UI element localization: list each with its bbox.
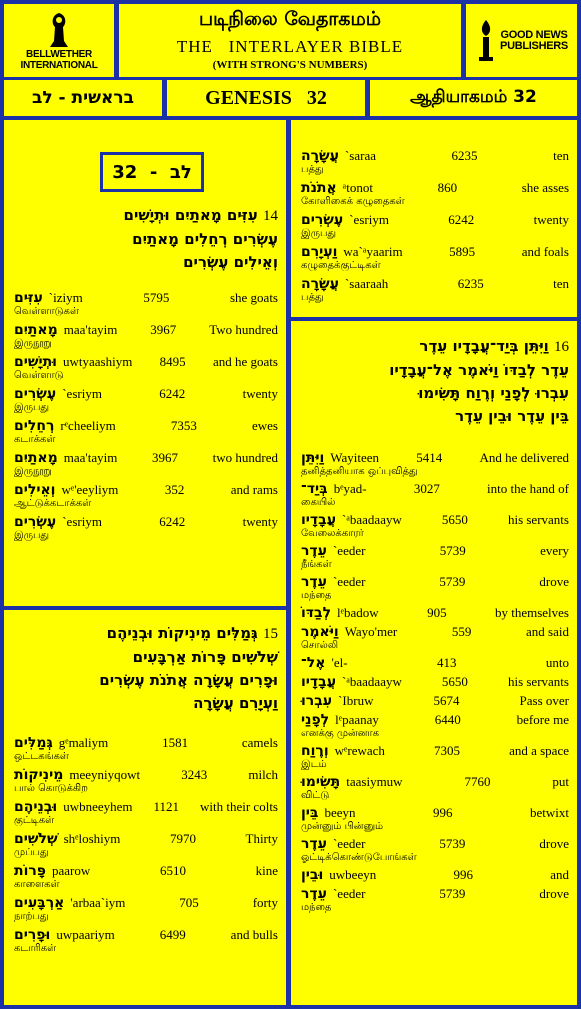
hebrew-word: עֶשְׂרִים — [14, 514, 57, 530]
hebrew-word: אֶל־ — [301, 655, 326, 671]
verse-line: בֵּין עֵדֶר וּבֵין עֵדֶר — [455, 407, 569, 425]
hebrew-word: תָּשִׂימוּ — [301, 774, 341, 790]
transliteration: maa'tayim — [63, 322, 118, 337]
strongs-number: 1121 — [153, 799, 180, 814]
strongs-number: 8495 — [159, 354, 186, 369]
hebrew-word: וַעְיָרִם — [301, 244, 338, 260]
word-entry — [301, 481, 569, 509]
transliteration: lᵉbadow — [337, 605, 379, 620]
verse-line: גְּמַלִּים מֵינִיקוֹת וּבְנֵיהֶם — [106, 624, 258, 642]
tamil-gloss: முன்னும் பின்னும் — [301, 821, 384, 832]
verse-15-entries — [14, 735, 278, 955]
hebrew-word: מָאתַיִם — [14, 322, 58, 338]
verse-15-text — [14, 622, 278, 715]
word-entry — [301, 674, 569, 690]
tamil-gloss: வெள்ளாடு — [14, 370, 64, 381]
strongs-number: 559 — [451, 624, 472, 639]
verse-line: שְׁלֹשִׁים פָּרוֹת אַרְבָּעִים — [132, 648, 278, 666]
strongs-number: 3027 — [413, 481, 440, 496]
transliteration: `eeder — [332, 886, 366, 901]
hebrew-word: בֵּין — [301, 805, 319, 821]
word-entry — [301, 574, 569, 602]
tamil-gloss: இருநூறு — [14, 466, 52, 477]
transliteration: Wayiteen — [330, 450, 380, 465]
english-gloss: by themselves — [494, 605, 569, 620]
english-gloss: drove — [539, 886, 569, 901]
hebrew-word: לְפָנַי — [301, 712, 330, 728]
verse-16-entries — [301, 450, 569, 914]
transliteration: `esriym — [62, 514, 102, 529]
strongs-number: 3243 — [181, 767, 208, 782]
verse-number: 15 — [263, 626, 278, 642]
transliteration: uwbneeyhem — [63, 799, 133, 814]
hebrew-word: עֵדֶר — [301, 543, 327, 559]
strongs-number: 6242 — [448, 212, 475, 227]
word-entry — [14, 290, 278, 318]
good-news-logo-line1: GOOD NEWS — [500, 28, 568, 41]
word-entry — [14, 735, 278, 763]
strongs-number: 6235 — [457, 276, 484, 291]
tamil-gloss: நீங்கள் — [301, 559, 332, 570]
hebrew-word: עֲבָדָיו — [301, 674, 336, 690]
bellwether-logo-line1: BELLWETHER — [26, 48, 92, 60]
hebrew-word: וַיֹּאמֶר — [301, 624, 339, 640]
word-entry — [14, 418, 278, 446]
strongs-number: 6440 — [434, 712, 461, 727]
tamil-gloss: முப்பது — [14, 847, 49, 858]
title-block — [119, 4, 461, 77]
strongs-number: 3967 — [150, 322, 177, 337]
good-news-logo-line2: PUBLISHERS — [500, 39, 568, 52]
word-entry — [14, 514, 278, 542]
english-gloss: drove — [539, 836, 569, 851]
strongs-number: 7970 — [169, 831, 196, 846]
verse-line: וּפָרִים עֲשָׂרָה אֲתֹנֹת עֶשְׂרִים — [99, 671, 278, 689]
english-gloss: she goats — [229, 290, 278, 305]
tamil-book-label: ஆதியாகமம் 32 — [370, 80, 577, 116]
english-gloss: and bulls — [230, 927, 278, 942]
word-entry — [301, 693, 569, 709]
transliteration: wᵉ'eeyliym — [61, 482, 119, 497]
hebrew-word: וּבֵין — [301, 867, 324, 883]
english-gloss: his servants — [507, 674, 569, 689]
tamil-gloss: ஆட்டுக்கடாக்கள் — [14, 498, 92, 509]
transliteration: rᵉcheeliym — [60, 418, 116, 433]
tamil-gloss: பால் கொடுக்கிற — [14, 783, 88, 794]
hebrew-word: גְּמַלִּים — [14, 735, 53, 751]
english-gloss: into the hand of — [487, 481, 569, 496]
english-gloss: kine — [255, 863, 278, 878]
english-gloss: she asses — [521, 180, 569, 195]
strongs-number: 5650 — [441, 512, 468, 527]
strongs-number: 705 — [179, 895, 199, 910]
transliteration: wa`ᵃyaarim — [343, 244, 403, 259]
transliteration: uwtyaashiym — [62, 354, 133, 369]
verse-line: עֵדֶר לְבַדּוֹ וַיֹּאמֶר אֶל־עֲבָדָיו — [389, 361, 569, 379]
hebrew-word: וְאֵילִים — [14, 482, 56, 498]
english-gloss: camels — [241, 735, 278, 750]
transliteration: `iziym — [48, 290, 83, 305]
english-gloss: every — [540, 543, 569, 558]
transliteration: taasiymuw — [346, 774, 403, 789]
title-english: THE INTERLAYER BIBLE — [176, 37, 404, 56]
strongs-number: 5739 — [439, 886, 466, 901]
english-gloss: ten — [553, 276, 569, 291]
bellwether-logo — [4, 4, 114, 77]
verse-line: וַיִּתֵּן בְּיַד־עֲבָדָיו עֵדֶר — [419, 337, 549, 355]
strongs-number: 6510 — [159, 863, 186, 878]
strongs-number: 6242 — [159, 514, 186, 529]
verse-16-text — [301, 335, 569, 428]
hebrew-word: אֲתֹנֹת — [301, 180, 337, 196]
word-entry — [301, 743, 569, 771]
strongs-number: 3967 — [152, 450, 178, 465]
transliteration: `esriym — [349, 212, 389, 227]
word-entry — [14, 799, 278, 827]
word-entry — [301, 805, 569, 833]
hebrew-word: וּבְנֵיהֶם — [14, 799, 58, 815]
english-gloss: milch — [248, 767, 278, 782]
transliteration: `eeder — [332, 574, 366, 589]
english-gloss: and rams — [230, 482, 278, 497]
word-entry — [301, 180, 569, 208]
verse-line: וְאֵילִים עֶשְׂרִים — [183, 253, 278, 271]
word-entry — [301, 886, 569, 914]
hebrew-word: עֲשָׂרָה — [301, 276, 339, 292]
word-entry — [301, 512, 569, 540]
strongs-number: 7353 — [170, 418, 197, 433]
tamil-gloss: கடாக்கள் — [14, 434, 56, 445]
strongs-number: 6235 — [451, 148, 478, 163]
english-gloss: and said — [526, 624, 569, 639]
strongs-number: 996 — [453, 867, 473, 882]
word-entry — [301, 450, 569, 478]
strongs-number: 1581 — [162, 735, 189, 750]
word-entry — [301, 774, 569, 802]
strongs-number: 5795 — [143, 290, 170, 305]
hebrew-word: פָּרוֹת — [14, 863, 47, 879]
word-entry — [14, 386, 278, 414]
title-subtitle: (WITH STRONG'S NUMBERS) — [212, 59, 368, 71]
english-gloss: Two hundred — [209, 322, 278, 337]
word-entry — [301, 212, 569, 240]
transliteration: `saraa — [344, 148, 376, 163]
strongs-number: 860 — [437, 180, 458, 195]
transliteration: Wayo'mer — [344, 624, 398, 639]
word-entry — [301, 867, 569, 883]
tamil-gloss: எனக்கு முன்னாக — [301, 728, 380, 739]
strongs-number: 352 — [164, 482, 185, 497]
strongs-number: 5739 — [439, 574, 466, 589]
hebrew-book-label: בראשית - לב — [4, 80, 162, 116]
tamil-gloss: கையில் — [301, 497, 336, 508]
word-entry — [14, 354, 278, 382]
good-news-torch-icon — [475, 19, 497, 63]
tamil-gloss: ஒட்டகங்கள் — [14, 751, 69, 762]
english-gloss: And he delivered — [479, 450, 569, 465]
strongs-number: 5650 — [441, 674, 468, 689]
transliteration: `ᵃbaadaayw — [342, 512, 402, 527]
verse-14-entries — [14, 290, 278, 542]
verse-line: עֶשְׂרִים רְחֵלִים מָאתַיִם — [132, 230, 278, 248]
tamil-gloss: காளைகள் — [14, 879, 60, 890]
hebrew-word: שְׁלֹשִׁים — [14, 831, 58, 847]
transliteration: maa'tayim — [63, 450, 118, 465]
tamil-gloss: இருபது — [14, 530, 50, 541]
verse-14-panel — [4, 120, 286, 606]
tamil-gloss: வேலைக்காரர் — [301, 528, 364, 539]
english-gloss: ten — [553, 148, 569, 163]
tamil-gloss: பத்து — [301, 164, 324, 175]
transliteration: 'el- — [331, 655, 348, 670]
verse-14-text — [14, 204, 278, 274]
strongs-number: 5895 — [449, 244, 476, 259]
transliteration: `saaraah — [344, 276, 389, 291]
hebrew-word: עֶשְׂרִים — [14, 386, 57, 402]
word-entry — [301, 543, 569, 571]
transliteration: ᵃtonot — [342, 180, 373, 195]
strongs-number: 6242 — [159, 386, 186, 401]
english-gloss: and a space — [509, 743, 569, 758]
hebrew-word: עֲשָׂרָה — [301, 148, 339, 164]
word-entry — [14, 863, 278, 891]
verse-line: וַעְיָרִם עֲשָׂרָה — [193, 694, 278, 712]
hebrew-word: וְרֶוַח — [301, 743, 329, 759]
english-gloss: unto — [545, 655, 569, 670]
strongs-number: 905 — [427, 605, 447, 620]
good-news-logo — [466, 4, 577, 77]
english-gloss: Pass over — [519, 693, 569, 708]
transliteration: lᵉpaanay — [335, 712, 379, 727]
tamil-gloss: கழுதைக்குட்டிகள் — [301, 260, 381, 271]
transliteration: meeyniyqowt — [69, 767, 141, 782]
tamil-gloss: தனித்தனியாக ஒப்புவித்து — [301, 466, 418, 477]
word-entry — [301, 624, 569, 652]
transliteration: shᵉloshiym — [63, 831, 121, 846]
chapter-badge: 32 - לב — [100, 152, 204, 192]
word-entry — [301, 244, 569, 272]
transliteration: wᵉrewach — [334, 743, 385, 758]
english-gloss: ewes — [251, 418, 278, 433]
word-entry — [14, 450, 278, 478]
english-gloss: twenty — [242, 514, 278, 529]
transliteration: `eeder — [332, 836, 366, 851]
tamil-gloss: பத்து — [301, 292, 324, 303]
hebrew-word: עֵדֶר — [301, 836, 327, 852]
hebrew-word: וַיִּתֵּן — [301, 450, 325, 466]
hebrew-word: מָאתַיִם — [14, 450, 58, 466]
transliteration: `Ibruw — [338, 693, 374, 708]
tamil-gloss: இருபது — [301, 228, 337, 239]
strongs-number: 6499 — [159, 927, 186, 942]
title-tamil: படிநிலை வேதாகமம் — [198, 8, 382, 30]
word-entry — [14, 895, 278, 923]
english-gloss: and foals — [521, 244, 569, 259]
word-entry — [301, 148, 569, 176]
transliteration: uwbeeyn — [329, 867, 377, 882]
hebrew-word: בְּיַד־ — [301, 481, 328, 497]
hebrew-word: מֵינִיקוֹת — [14, 767, 64, 783]
english-gloss: twenty — [242, 386, 278, 401]
transliteration: `eeder — [332, 543, 366, 558]
word-entry — [14, 322, 278, 350]
verse-number: 16 — [554, 339, 569, 355]
tamil-gloss: குட்டிகள் — [14, 815, 55, 826]
tamil-gloss: கடாரிகள் — [14, 943, 57, 954]
strongs-number: 413 — [436, 655, 457, 670]
word-entry — [301, 276, 569, 304]
transliteration: bᵉyad- — [333, 481, 367, 496]
transliteration: uwpaariym — [56, 927, 115, 942]
verse-15-continued-entries — [301, 148, 569, 304]
hebrew-word: עִבְרוּ — [301, 693, 333, 709]
english-gloss: betwixt — [529, 805, 569, 820]
transliteration: `esriym — [62, 386, 102, 401]
english-gloss: and he goats — [213, 354, 278, 369]
english-gloss: put — [552, 774, 569, 789]
word-entry — [14, 927, 278, 955]
hebrew-word: עֲבָדָיו — [301, 512, 336, 528]
english-gloss: forty — [252, 895, 278, 910]
tamil-gloss: ஓட்டிக்கொண்டுபோங்கள் — [301, 852, 417, 863]
hebrew-word: עִזִּים — [14, 290, 43, 306]
word-entry — [14, 831, 278, 859]
hebrew-word: אַרְבָּעִים — [14, 895, 65, 911]
tamil-gloss: வெள்ளாடுகள் — [14, 306, 79, 317]
transliteration: 'arbaa`iym — [70, 895, 126, 910]
hebrew-word: וּתְיָשִׁים — [14, 354, 57, 370]
hebrew-word: וּפָרִים — [14, 927, 51, 943]
tamil-gloss: நாற்பது — [14, 911, 49, 922]
bellwether-ram-icon — [46, 11, 72, 49]
tamil-gloss: இருநூறு — [14, 338, 52, 349]
transliteration: gᵉmaliym — [58, 735, 109, 750]
transliteration: `ᵃbaadaayw — [342, 674, 402, 689]
strongs-number: 7760 — [464, 774, 491, 789]
word-entry — [301, 836, 569, 864]
english-gloss: his servants — [507, 512, 569, 527]
transliteration: beeyn — [324, 805, 356, 820]
tamil-gloss: மந்தை — [301, 902, 332, 913]
tamil-gloss: விட்டு — [301, 790, 330, 801]
tamil-gloss: சொல்லி — [301, 640, 339, 651]
hebrew-word: עֵדֶר — [301, 574, 327, 590]
english-gloss: and — [550, 867, 569, 882]
english-gloss: Thirty — [245, 831, 278, 846]
english-gloss: two hundred — [212, 450, 278, 465]
strongs-number: 7305 — [434, 743, 460, 758]
hebrew-word: רְחֵלִים — [14, 418, 55, 434]
word-entry — [301, 655, 569, 671]
hebrew-word: עֶשְׂרִים — [301, 212, 344, 228]
word-entry — [301, 712, 569, 740]
strongs-number: 5414 — [416, 450, 443, 465]
verse-16-panel — [291, 321, 577, 1005]
verse-15-continued-panel — [291, 120, 577, 317]
english-book-label: GENESIS 32 — [167, 80, 365, 116]
strongs-number: 5739 — [439, 836, 466, 851]
strongs-number: 5739 — [439, 543, 466, 558]
verse-line: עִבְרוּ לְפָנַי וְרֶוַח תָּשִׂימוּ — [418, 384, 569, 402]
bellwether-logo-line2: INTERNATIONAL — [20, 59, 98, 71]
hebrew-word: עֵדֶר — [301, 886, 327, 902]
hebrew-word: לְבַדּוֹ — [301, 605, 332, 621]
tamil-gloss: இடம் — [301, 759, 327, 770]
english-gloss: twenty — [533, 212, 569, 227]
word-entry — [14, 767, 278, 795]
verse-number: 14 — [263, 208, 278, 224]
verse-line: עִזִּים מָאתַיִם וּתְיָשִׁים — [123, 206, 258, 224]
verse-15-panel — [4, 610, 286, 1005]
transliteration: paarow — [52, 863, 91, 878]
english-gloss: with their colts — [200, 799, 278, 814]
strongs-number: 5674 — [433, 693, 460, 708]
word-entry — [14, 482, 278, 510]
tamil-gloss: இருபது — [14, 402, 50, 413]
strongs-number: 996 — [433, 805, 453, 820]
tamil-gloss: மந்தை — [301, 590, 332, 601]
tamil-gloss: கோளிகைக் கழுதைகள் — [301, 196, 405, 207]
english-gloss: before me — [516, 712, 569, 727]
word-entry — [301, 605, 569, 621]
english-gloss: drove — [539, 574, 569, 589]
